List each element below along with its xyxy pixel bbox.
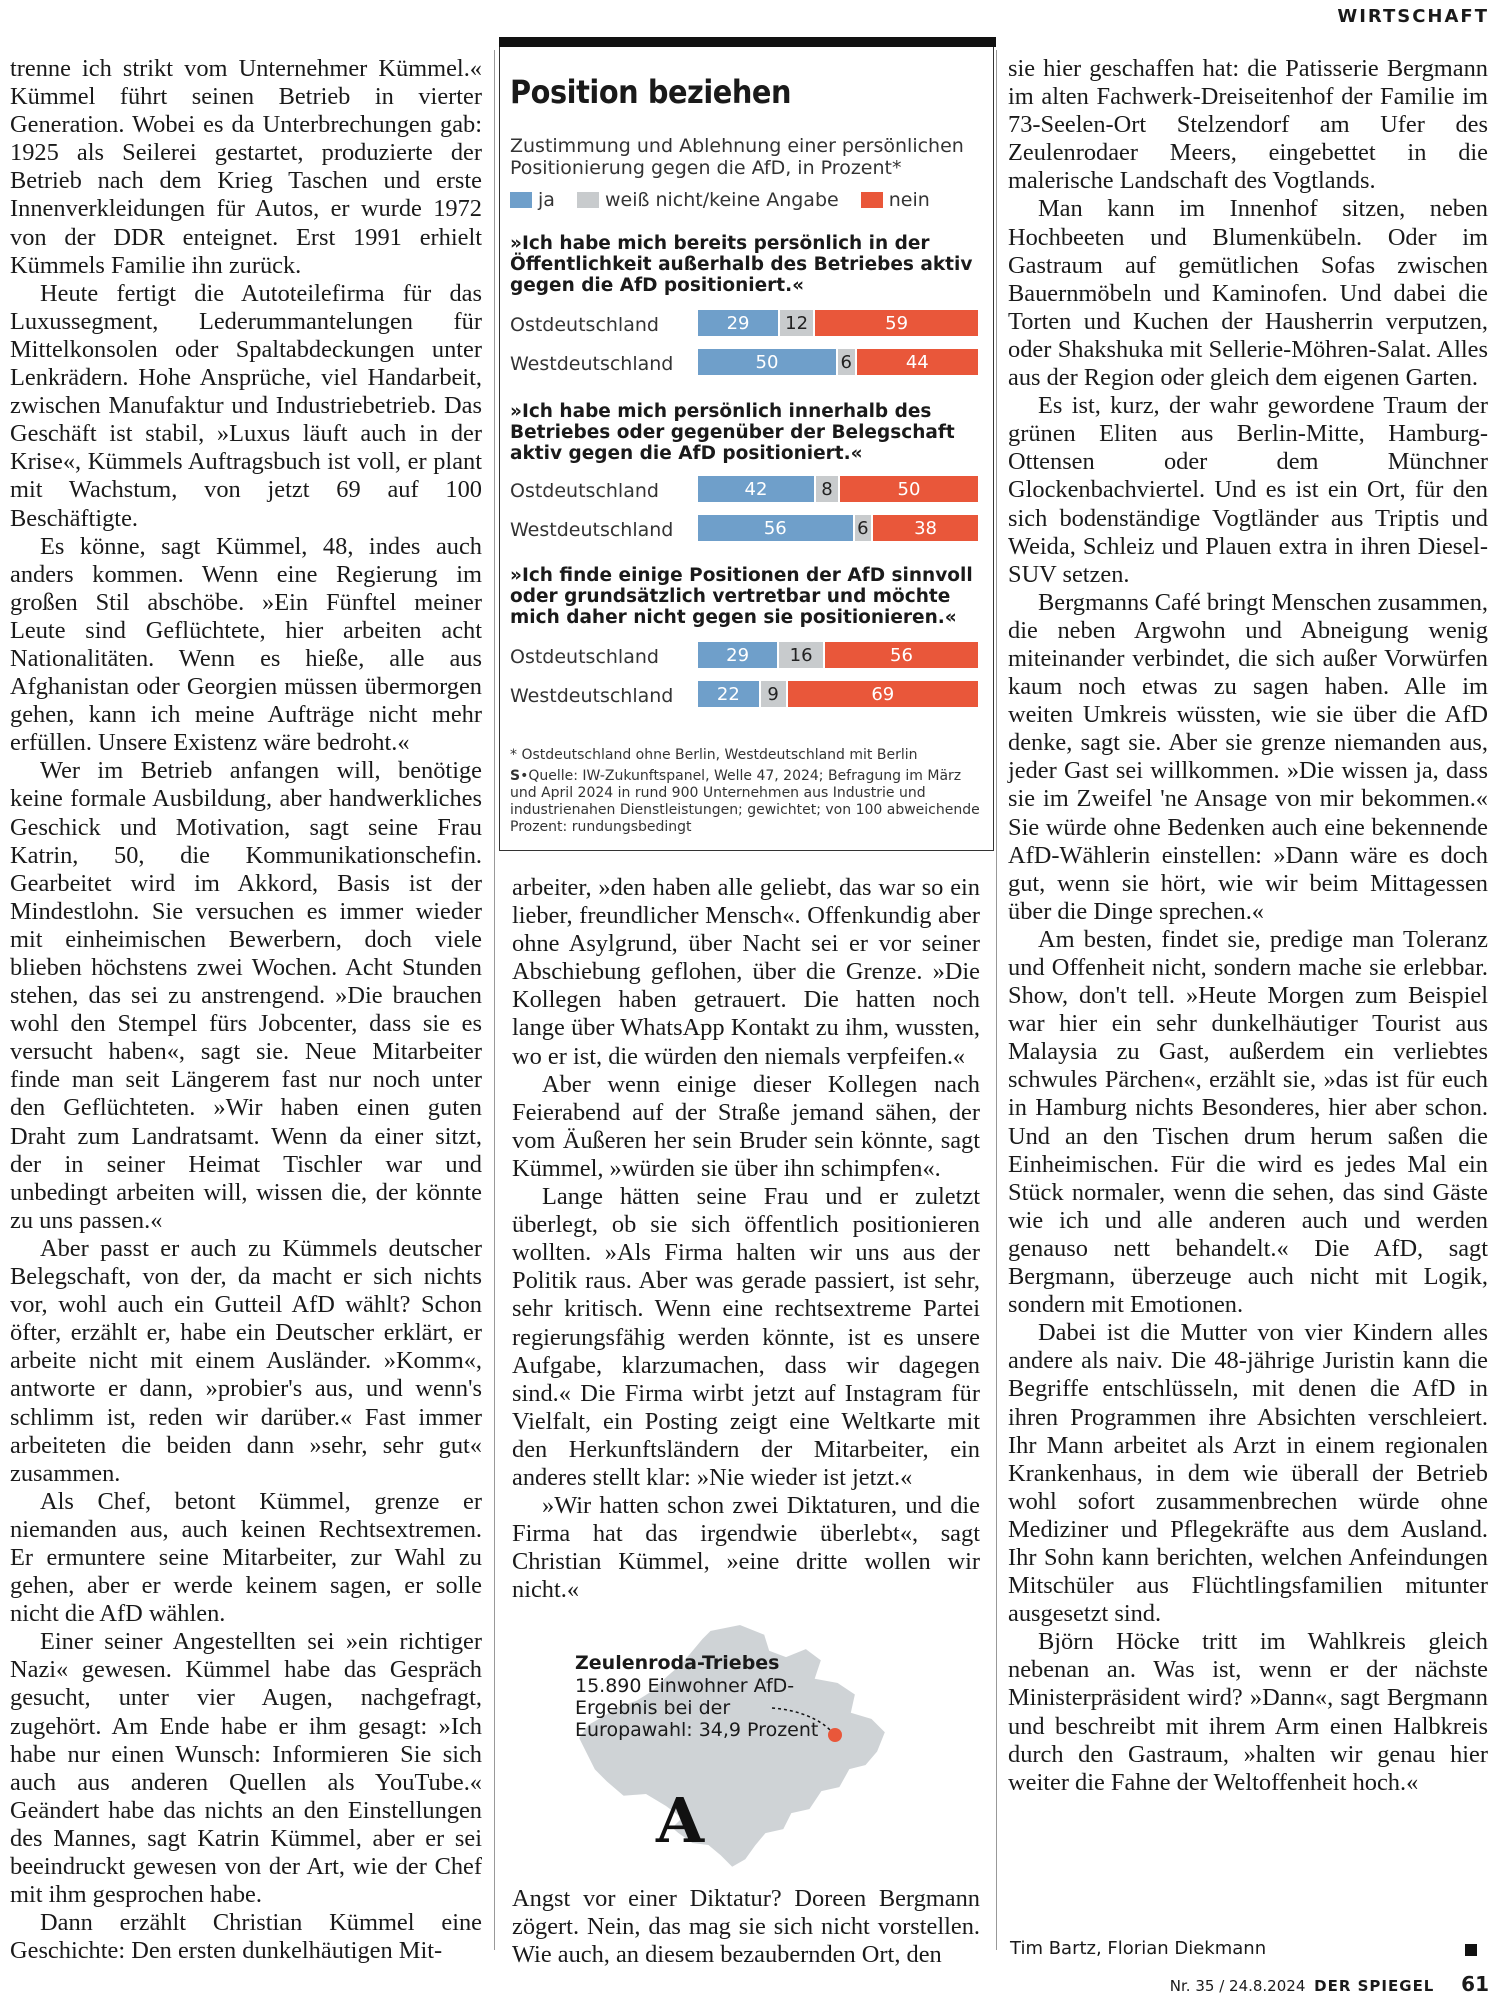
paragraph: Dann erzählt Christian Kümmel eine Geschichte: Den ersten dunkelhäutigen Mit- xyxy=(10,1909,482,1965)
paragraph: Am besten, findet sie, predige man Toleranz und Offenheit nicht, sondern mache sie erlebbar. Show, don't tell. »Heute Morgen zum Beispiel war hier ein sehr dunkelhäutiger Tourist aus Malaysia zu Gast, außerdem ein verliebtes schwules Pärchen«, erzählt sie, »das ist für euch in Hamburg nichts Besonderes, hier aber schon. Und an den Tischen drum herum saßen die Einheimischen. Für die wird es jedes Mal ein Stück normaler, wenn die sehen, das sind Gäste wie ich und alle anderen auch und werden genauso nett behandelt.« Die AfD, sagt Bergmann, überzeuge auch nicht mit Logik, sondern mit Emotionen. xyxy=(1008,925,1488,1319)
paragraph: Angst vor einer Diktatur? Doreen Bergmann zögert. Nein, das mag sie sich nicht vorstellen. Wie auch, an diesem bezaubernden Ort, den xyxy=(512,1885,980,1969)
paragraph: trenne ich strikt vom Unternehmer Kümmel.« Kümmel führt seinen Betrieb in vierter Generation. Wobei es da Unterbrechungen gab: 1925 als Seilerei gestartet, produzierte der Betrieb nach dem Krieg Taschen und erste Innenverkleidungen für Autos, er wurde 1972 von der DDR enteignet. Erst 1991 erhielt Kümmels Familie ihn zurück. xyxy=(10,55,482,279)
legend-swatch-nein xyxy=(861,192,883,208)
legend-label: nein xyxy=(888,189,930,211)
end-mark-icon xyxy=(1465,1944,1477,1956)
chart-question: »Ich habe mich persönlich innerhalb des Betriebes oder gegenüber der Belegschaft aktiv gegen die AfD positioniert.« xyxy=(510,401,955,464)
section-label: WIRTSCHAFT xyxy=(1337,6,1489,27)
chart-source xyxy=(510,768,985,836)
row-label: Westdeutschland xyxy=(510,353,674,375)
segment-weiss-nicht: 6 xyxy=(836,349,855,375)
paragraph: sie hier geschaffen hat: die Patisserie Bergmann im alten Fachwerk-Dreiseitenhof der Familie im 73-Seelen-Ort Stelzendorf am Ufer des Zeulenrodaer Meers, eingebettet in die malerische Landschaft des Vogtlands. xyxy=(1008,55,1488,195)
paragraph: Björn Höcke tritt im Wahlkreis gleich nebenan an. Was ist, wenn er der nächste Ministerpräsident wird? »Dann«, sagt Bergmann und beschreibt mit ihrem Arm einen Halbkreis durch den Gastraum, »halten wir genau hier weiter die Fahne der Weltoffenheit hoch.« xyxy=(1008,1628,1488,1796)
chart-box xyxy=(499,37,994,851)
stacked-bar xyxy=(698,476,978,502)
legend-swatch-ja xyxy=(510,192,532,208)
paragraph: Aber passt er auch zu Kümmels deutscher Belegschaft, von der, da macht er sich nichts vor, wohl auch ein Gutteil AfD wählt? Schon öfter, erzählt er, habe ein Deutscher erklärt, er arbeite nicht mit einem Ausländer. »Komm«, antworte er dann, »probier's aus, und wenn's schlimm ist, reden wir darüber.« Fast immer arbeiteten die beiden dann »sehr, sehr gut« zusammen. xyxy=(10,1234,482,1487)
segment-weiss-nicht: 6 xyxy=(853,515,872,541)
article-column-1 xyxy=(10,55,482,1965)
issue-info: Nr. 35 / 24.8.2024 xyxy=(1169,1977,1306,1995)
map-city-info: 15.890 Einwohner AfD-Ergebnis bei der Europawahl: 34,9 Prozent xyxy=(575,1675,819,1741)
paragraph: Als Chef, betont Kümmel, grenze er niemanden aus, auch keinen Rechtsextremen. Er ermuntere seine Mitarbeiter, zur Wahl zu gehen, aber er werde keinem sagen, er solle nicht die AfD wählen. xyxy=(10,1487,482,1628)
source-text: •Quelle: IW-Zukunftspanel, Welle 47, 2024; Befragung im März und April 2024 in rund 900 Unternehmen aus Industrie und industrienahen Dienstleistungen; gewichtet; von 100 abweichende Prozent: rundungsbedingt xyxy=(510,768,980,835)
paragraph: Einer seiner Angestellten sei »ein richtiger Nazi« gewesen. Kümmel habe das Gespräch gesucht, unter vier Augen, nachgefragt, zugehört. Am Ende habe er ihm gesagt: »Ich habe nur einen Wunsch: Informieren Sie sich auch aus anderen Quellen als YouTube.« Geändert habe das nichts an den Einstellungen des Mannes, sagt Katrin Kümmel, aber er sei beeindruckt gewesen von der Art, wie der Chef mit ihm gesprochen habe. xyxy=(10,1628,482,1909)
segment-nein: 44 xyxy=(855,349,978,375)
chart-question: »Ich finde einige Positionen der AfD sinnvoll oder grundsätzlich vertretbar und möchte mich daher nicht gegen sie positionieren.« xyxy=(510,565,973,628)
chart-title: Position beziehen xyxy=(510,73,792,111)
segment-weiss-nicht: 8 xyxy=(814,476,838,502)
legend-label: weiß nicht/keine Angabe xyxy=(604,189,839,211)
segment-nein: 50 xyxy=(838,476,978,502)
stacked-bar xyxy=(698,310,978,336)
column-divider xyxy=(996,50,997,1950)
segment-weiss-nicht: 9 xyxy=(759,681,786,707)
segment-weiss-nicht: 16 xyxy=(777,642,823,668)
page-number: 61 xyxy=(1461,1972,1489,1996)
row-label: Ostdeutschland xyxy=(510,480,659,502)
column-divider xyxy=(494,50,495,1950)
segment-ja: 42 xyxy=(698,476,814,502)
paragraph: Aber wenn einige dieser Kollegen nach Feierabend auf der Straße jemand sähen, der vom Äußeren her sein Bruder sein könnte, sagt Kümmel, »würden sie über ihn schimpfen«. xyxy=(512,1070,980,1182)
segment-nein: 38 xyxy=(871,515,978,541)
chart-subtitle: Zustimmung und Ablehnung einer persönlichen Positionierung gegen die AfD, in Prozent* xyxy=(510,135,964,179)
paragraph: Dabei ist die Mutter von vier Kindern alles andere als naiv. Die 48-jährige Juristin kann die Begriffe entschlüsseln, mit denen die AfD in ihren Programmen ihre Absichten verschleiert. Ihr Mann arbeitet als Arzt in einem regionalen Krankenhaus, in dem wie überall der Betrieb wohl sofort zusammenbrechen würde ohne Mediziner und Pflegekräfte aus dem Ausland. Ihr Sohn kann berichten, welchen Anfeindungen Mitschüler aus Flüchtlingsfamilien mitunter ausgesetzt sind. xyxy=(1008,1319,1488,1628)
stacked-bar xyxy=(698,681,978,707)
segment-weiss-nicht: 12 xyxy=(778,310,813,336)
paragraph: Lange hätten seine Frau und er zuletzt überlegt, ob sie sich öffentlich positionieren wollten. »Als Firma halten wir uns aus der Politik raus. Aber was gerade passiert, ist sehr, sehr kritisch. Wenn eine rechtsextreme Partei regierungsfähig werden könnte, ist es unsere Aufgabe, klarzumachen, dass wir dagegen sind.« Die Firma wirbt jetzt auf Instagram für Vielfalt, ein Posting zeigt eine Weltkarte mit den Herkunftsländern der Mitarbeiter, ein anderes stellt klar: »Nie wieder ist jetzt.« xyxy=(512,1183,980,1491)
autobahn-marker-icon: A xyxy=(655,1784,705,1857)
article-column-3 xyxy=(1008,55,1488,1797)
article-column-2 xyxy=(512,874,980,1604)
source-mark: S xyxy=(510,768,521,784)
chart-top-bar xyxy=(499,37,996,47)
page-footer xyxy=(1170,1972,1489,1996)
paragraph: Es ist, kurz, der wahr gewordene Traum der grünen Eliten aus Berlin-Mitte, Hamburg-Ottensen oder dem Münchner Glockenbachviertel. Und es ist ein Ort, für den sich bodenständige Vogtländer aus Triptis und Weida, Schleiz und Plauen extra in ihren Diesel-SUV setzen. xyxy=(1008,392,1488,588)
paragraph: Heute fertigt die Autoteilefirma für das Luxussegment, Lederummantelungen für Mittelkonsolen oder Spaltabdeckungen unter Lenkrädern. Hohe Ansprüche, viel Handarbeit, zwischen Manufaktur und Industriebetrieb. Das Geschäft ist stabil, »Luxus läuft auch in der Krise«, Kümmels Auftragsbuch ist voll, er plant mit Wachstum, von jetzt 69 auf 100 Beschäftigte. xyxy=(10,279,482,532)
stacked-bar xyxy=(698,642,978,668)
row-label: Ostdeutschland xyxy=(510,314,659,336)
chart-question: »Ich habe mich bereits persönlich in der Öffentlichkeit außerhalb des Betriebes aktiv gegen die AfD positioniert.« xyxy=(510,233,973,296)
row-label: Westdeutschland xyxy=(510,685,674,707)
segment-ja: 50 xyxy=(698,349,836,375)
paragraph: Es könne, sagt Kümmel, 48, indes auch anders kommen. Wenn eine Regierung im großen Stil abschöbe. »Ein Fünftel meiner Leute sind Geflüchtete, hier arbeiten acht Nationalitäten. Wenn es hieße, alle aus Afghanistan oder Georgien müssen übermorgen gehen, kann ich meine Aufträge nicht mehr erfüllen. Unsere Existenz wäre bedroht.« xyxy=(10,532,482,757)
segment-ja: 29 xyxy=(698,642,777,668)
row-label: Westdeutschland xyxy=(510,519,674,541)
legend-swatch-weiss-nicht xyxy=(577,192,599,208)
paragraph: Bergmanns Café bringt Menschen zusammen, die neben Argwohn und Abneigung wenig miteinander verbindet, die sich außer Vorwürfen kaum noch etwas zu sagen haben. Alle im weiten Umkreis wüssten, wie sie über die AfD denke, sagt sie. Aber sie grenze niemanden aus, jeder Gast sei willkommen. »Die wissen ja, dass sie im Zweifel 'ne Ansage von mir bekommen.« Sie würde ohne Bedenken auch eine bekennende AfD-Wählerin einstellen: »Dann wäre es doch gut, wenn sie hört, wie wir beim Mittagessen über die Dinge sprechen.« xyxy=(1008,588,1488,925)
stacked-bar xyxy=(698,515,978,541)
segment-ja: 22 xyxy=(698,681,759,707)
segment-ja: 56 xyxy=(698,515,853,541)
chart-footnote: * Ostdeutschland ohne Berlin, Westdeutschland mit Berlin xyxy=(510,747,918,763)
paragraph: arbeiter, »den haben alle geliebt, das war so ein lieber, freundlicher Mensch«. Offenkundig aber ohne Asylgrund, über Nacht sei er vor seiner Abschiebung geflohen, über die Grenze. »Die Kollegen haben getrauert. Die hatten noch lange über WhatsApp Kontakt zu ihm, wussten, wo er ist, die würden den niemals verpfeifen.« xyxy=(512,874,980,1070)
author-line: Tim Bartz, Florian Diekmann xyxy=(1010,1938,1267,1959)
legend-label: ja xyxy=(538,189,555,211)
segment-nein: 56 xyxy=(823,642,978,668)
paragraph: Man kann im Innenhof sitzen, neben Hochbeeten und Blumenkübeln. Oder im Gastraum auf gemütlichen Sofas zwischen Bauernmöbeln und Kaminofen. Und dabei die Torten und Kuchen der Hausherrin verputzen, oder Shakshuka mit Sellerie-Möhren-Salat. Alles aus der Region oder gleich dem eigenen Garten. xyxy=(1008,195,1488,392)
paragraph: Wer im Betrieb anfangen will, benötige keine formale Ausbildung, aber handwerkliches Geschick und Motivation, sagt seine Frau Katrin, 50, die Kommunikationschefin. Gearbeitet wird im Akkord, Basis ist der Mindestlohn. Sie versuchen es immer wieder mit einheimischen Bewerbern, doch viele blieben höchstens zwei Wochen. Acht Stunden stehen, das sei zu anstrengend. »Die brauchen wohl den Stempel fürs Jobcenter, dass sie es versucht haben«, sagt sie. Neue Mitarbeiter finde man seit Längerem fast nur noch unter den Geflüchteten. »Wir haben einen guten Draht zum Landratsamt. Wenn da einer sitzt, der in seiner Heimat Tischler war und unbedingt arbeiten will, wissen die, der könnte zu uns passen.« xyxy=(10,757,482,1234)
magazine-name: DER SPIEGEL xyxy=(1314,1977,1435,1995)
map-city-name: Zeulenroda-Triebes xyxy=(575,1652,780,1674)
paragraph: »Wir hatten schon zwei Diktaturen, und die Firma hat das irgendwie überlebt«, sagt Christian Kümmel, »eine dritte wollen wir nicht.« xyxy=(512,1492,980,1604)
row-label: Ostdeutschland xyxy=(510,646,659,668)
chart-legend xyxy=(510,189,946,211)
segment-nein: 59 xyxy=(813,310,978,336)
stacked-bar xyxy=(698,349,978,375)
segment-nein: 69 xyxy=(786,681,978,707)
segment-ja: 29 xyxy=(698,310,778,336)
